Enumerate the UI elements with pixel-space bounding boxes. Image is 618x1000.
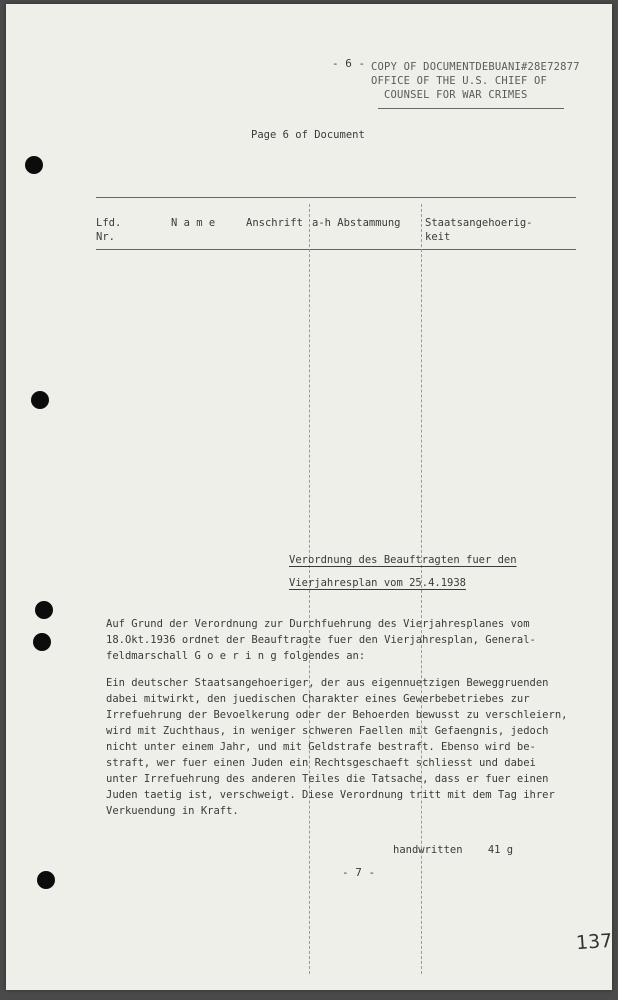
column-divider — [421, 204, 422, 974]
column-header-abstammung: a-h Abstammung — [312, 217, 401, 229]
text-line: Ein deutscher Staatsangehoeriger, der aus eigennuetzigen Beweggruenden — [106, 677, 549, 689]
text-line: wird mit Zuchthaus, in weniger schweren Faellen mit Gefaengnis, jedoch — [106, 725, 549, 737]
text-line: nicht unter einem Jahr, und mit Geldstrafe bestraft. Ebenso wird be- — [106, 741, 536, 753]
punch-hole — [31, 391, 49, 409]
punch-hole — [25, 156, 43, 174]
table-header-rule — [96, 249, 576, 250]
punch-hole — [35, 601, 53, 619]
decree-title-line-2: Vierjahresplan vom 25.4.1938 — [289, 577, 467, 589]
text-line: Auf Grund der Verordnung zur Durchfuehrung des Vierjahresplanes vom — [106, 618, 530, 630]
column-header-anschrift: Anschrift — [246, 217, 303, 229]
text-line: Juden taetig ist, verschweigt. Diese Verordnung tritt mit dem Tag ihrer — [106, 789, 555, 801]
text-line: dabei mitwirkt, den juedischen Charakter eines Gewerbebetriebes zur — [106, 693, 530, 705]
text-line: Irrefuehrung der Bevoelkerung oder der Behoerden bewusst zu verschleiern, — [106, 709, 568, 721]
text-line: straft, wer fuer einen Juden ein Rechtsgeschaeft schliesst und dabei — [106, 757, 536, 769]
punch-hole — [37, 871, 55, 889]
column-header-staatsangehoerigkeit: Staatsangehoerig- — [425, 217, 533, 229]
footer-page-marker: - 7 - — [342, 866, 376, 879]
copy-stamp-line-2: OFFICE OF THE U.S. CHIEF OF — [371, 75, 548, 87]
column-header-staatsangehoerigkeit-cont: keit — [425, 231, 451, 243]
column-divider — [309, 204, 310, 974]
table-top-rule — [96, 197, 576, 198]
handwritten-note: handwritten 41 g — [393, 844, 514, 856]
decree-title-line-1: Verordnung des Beauftragten fuer den — [289, 554, 517, 566]
column-header-name: N a m e — [171, 217, 216, 229]
column-header-lfd: Lfd. — [96, 217, 122, 229]
paragraph-intro — [106, 616, 536, 664]
copy-stamp-line-1: COPY OF DOCUMENTDEBUANI#28E72877 — [371, 61, 580, 73]
handwritten-page-number: 137 — [575, 929, 613, 955]
copy-stamp-line-3: COUNSEL FOR WAR CRIMES — [384, 89, 528, 101]
text-line: Verkuendung in Kraft. — [106, 805, 239, 817]
text-line: 18.Okt.1936 ordnet der Beauftragte fuer den Vierjahresplan, General- — [106, 634, 536, 646]
paragraph-decree-body — [106, 675, 567, 819]
document-page — [6, 4, 612, 990]
page-marker: - 6 - — [332, 57, 366, 70]
punch-hole — [33, 633, 51, 651]
page-of-document: Page 6 of Document — [251, 129, 365, 141]
text-line: feldmarschall G o e r i n g folgendes an: — [106, 650, 366, 662]
text-line: unter Irrefuehrung des anderen Teiles die Tatsache, dass er fuer einen — [106, 773, 549, 785]
column-header-nr: Nr. — [96, 231, 115, 243]
stamp-underline — [378, 108, 564, 109]
